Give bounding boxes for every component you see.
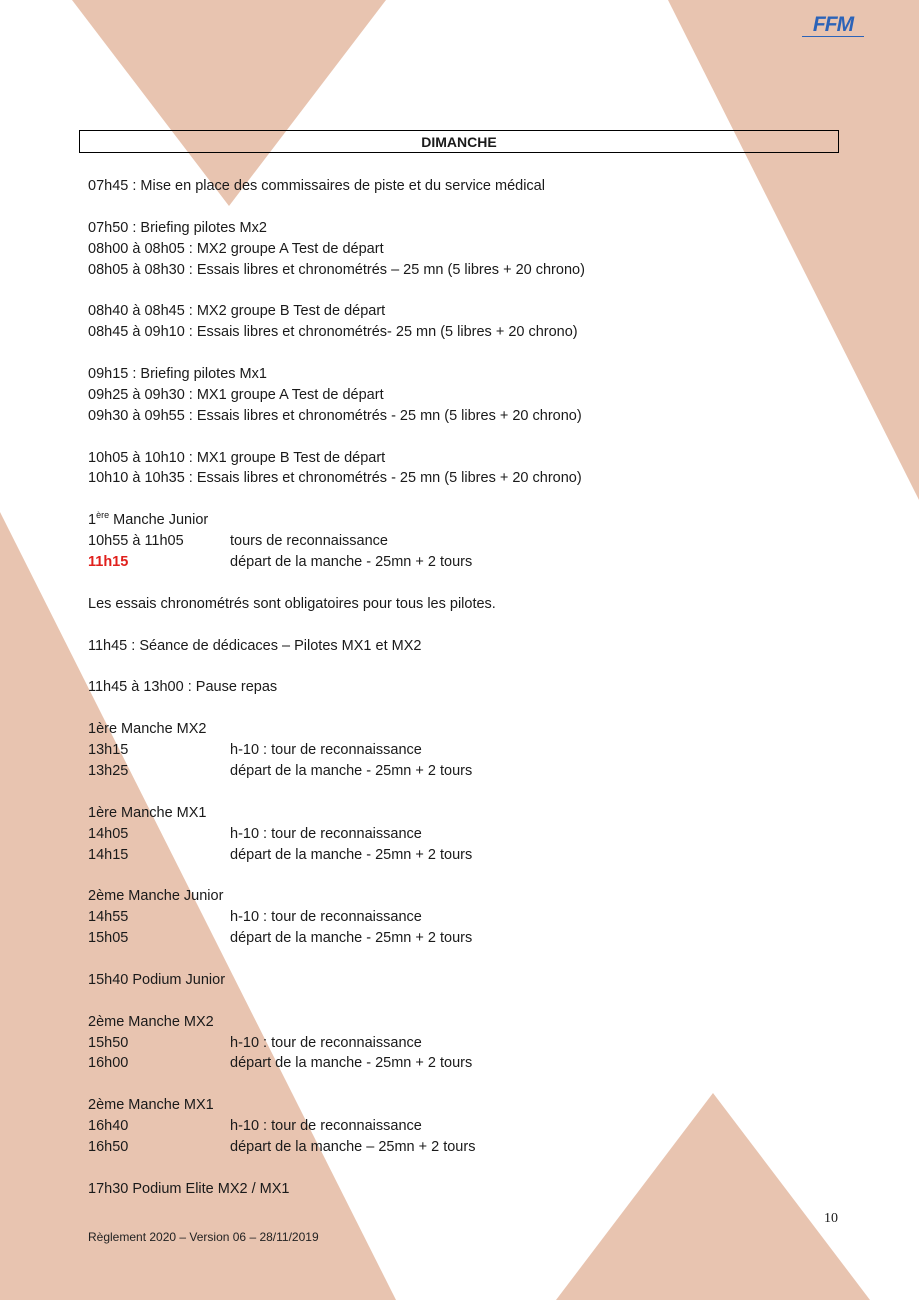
section-title: 2ème Manche MX1 (88, 1097, 214, 1114)
timed-row (88, 761, 828, 782)
schedule-line: 09h30 à 09h55 : Essais libres et chronométrés - 25 mn (5 libres + 20 chrono) (88, 407, 582, 424)
description: départ de la manche - 25mn + 2 tours (230, 1055, 473, 1072)
schedule-line: 07h45 : Mise en place des commissaires de piste et du service médical (88, 178, 545, 194)
time: 15h05 (88, 930, 129, 947)
time: 13h15 (88, 742, 129, 759)
timed-row (88, 552, 828, 573)
schedule-line: 08h00 à 08h05 : MX2 groupe A Test de départ (88, 240, 384, 257)
highlighted-time: 11h15 (88, 554, 129, 571)
description: h-10 : tour de reconnaissance (230, 909, 422, 926)
timed-row (88, 1137, 828, 1158)
time: 13h25 (88, 762, 129, 779)
schedule-line: 10h10 à 10h35 : Essais libres et chronométrés - 25 mn (5 libres + 20 chrono) (88, 470, 582, 487)
timed-row (88, 740, 828, 761)
schedule-line: 10h05 à 10h10 : MX1 groupe B Test de départ (88, 449, 386, 466)
time: 14h05 (88, 825, 129, 842)
description: départ de la manche - 25mn + 2 tours (230, 554, 473, 571)
section-title: 1ère Manche MX2 (88, 721, 207, 738)
page-title: DIMANCHE (79, 130, 839, 153)
schedule-line: 07h50 : Briefing pilotes Mx2 (88, 219, 267, 236)
description: h-10 : tour de reconnaissance (230, 1118, 422, 1135)
time: 16h00 (88, 1055, 129, 1072)
section-title: 2ème Manche Junior (88, 888, 224, 905)
time: 14h55 (88, 909, 129, 926)
description: départ de la manche – 25mn + 2 tours (230, 1138, 476, 1155)
schedule-line: 08h40 à 08h45 : MX2 groupe B Test de départ (88, 303, 386, 320)
description: h-10 : tour de reconnaissance (230, 1034, 422, 1051)
description: tours de reconnaissance (230, 533, 388, 550)
description: h-10 : tour de reconnaissance (230, 825, 422, 842)
section-title-junior-1: 1ère Manche Junior (88, 510, 209, 529)
time: 14h15 (88, 846, 129, 863)
timed-row (88, 824, 828, 845)
section-title: 2ème Manche MX2 (88, 1013, 214, 1030)
description: départ de la manche - 25mn + 2 tours (230, 930, 473, 947)
time: 16h40 (88, 1118, 129, 1135)
logo-text: FFM (812, 13, 854, 36)
note: Les essais chronométrés sont obligatoires pour tous les pilotes. (88, 595, 496, 612)
timed-row (88, 928, 828, 949)
timed-row (88, 1033, 828, 1054)
ffm-logo (800, 14, 866, 40)
schedule-line: 17h30 Podium Elite MX2 / MX1 (88, 1180, 290, 1197)
schedule-line: 09h15 : Briefing pilotes Mx1 (88, 366, 267, 383)
timed-row (88, 1116, 828, 1137)
time: 15h50 (88, 1034, 129, 1051)
time: 16h50 (88, 1138, 129, 1155)
timed-row (88, 845, 828, 866)
timed-row (88, 1053, 828, 1074)
logo-underline (802, 36, 864, 41)
schedule-line: 11h45 : Séance de dédicaces – Pilotes MX1 et MX2 (88, 637, 422, 654)
description: h-10 : tour de reconnaissance (230, 742, 422, 759)
timed-row (88, 907, 828, 928)
time: 10h55 à 11h05 (88, 533, 184, 550)
description: départ de la manche - 25mn + 2 tours (230, 762, 473, 779)
timed-row (88, 531, 828, 552)
description: départ de la manche - 25mn + 2 tours (230, 846, 473, 863)
schedule (88, 176, 828, 1200)
schedule-line: 15h40 Podium Junior (88, 971, 226, 988)
schedule-line: 08h05 à 08h30 : Essais libres et chronométrés – 25 mn (5 libres + 20 chrono) (88, 261, 585, 278)
footer-text: Règlement 2020 – Version 06 – 28/11/2019 (88, 1230, 319, 1244)
schedule-line: 11h45 à 13h00 : Pause repas (88, 679, 278, 696)
schedule-line: 09h25 à 09h30 : MX1 groupe A Test de départ (88, 386, 384, 403)
schedule-line: 08h45 à 09h10 : Essais libres et chronométrés- 25 mn (5 libres + 20 chrono) (88, 324, 578, 341)
section-title: 1ère Manche MX1 (88, 804, 207, 821)
page-number: 10 (824, 1211, 838, 1226)
